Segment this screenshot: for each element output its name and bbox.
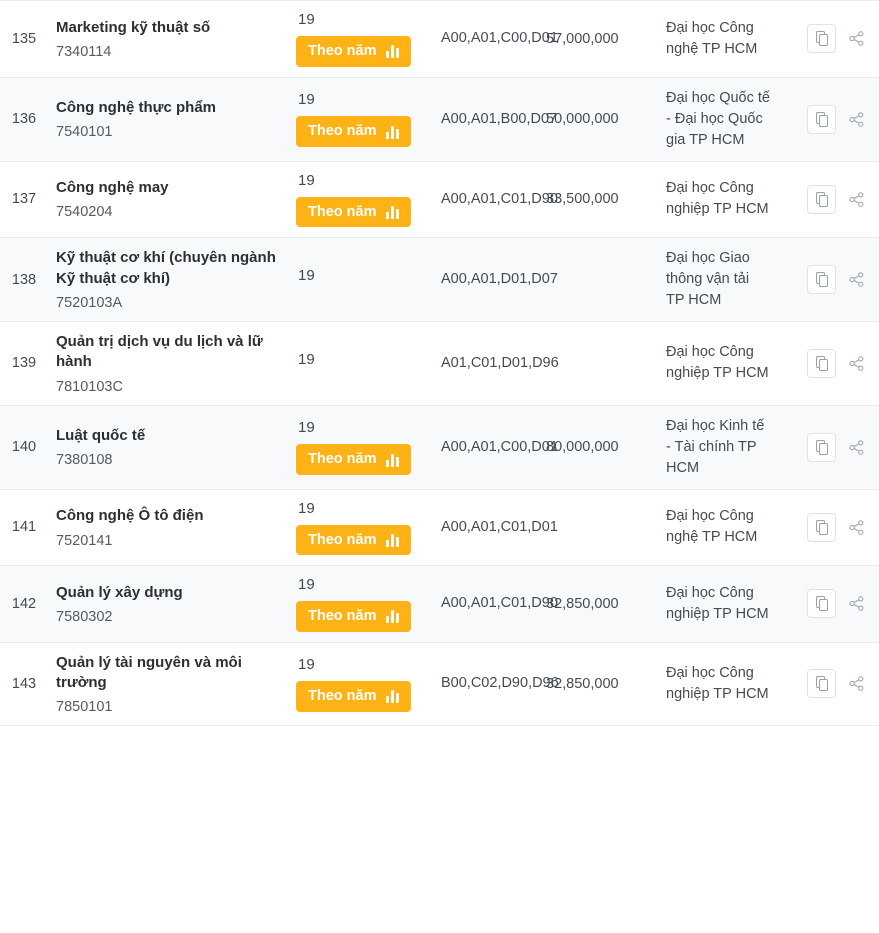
row-index: 140 xyxy=(0,405,48,489)
score-by-year-label: Theo năm xyxy=(308,203,377,220)
score-cell xyxy=(288,238,433,322)
subject-blocks: B00,C02,D90,D96 xyxy=(433,642,538,726)
copy-icon[interactable] xyxy=(807,105,836,134)
major-name[interactable]: Marketing kỹ thuật số xyxy=(56,18,211,36)
table-row xyxy=(0,77,879,161)
share-icon[interactable] xyxy=(842,24,871,53)
benchmark-score: 19 xyxy=(298,419,315,437)
share-icon[interactable] xyxy=(842,589,871,618)
score-cell xyxy=(288,161,433,238)
share-icon[interactable] xyxy=(842,669,871,698)
score-by-year-button[interactable] xyxy=(296,681,411,712)
row-index: 139 xyxy=(0,322,48,406)
subject-blocks: A00,A01,D01,D07 xyxy=(433,238,538,322)
score-cell xyxy=(288,405,433,489)
school-name[interactable]: Đại học Công nghiệp TP HCM xyxy=(658,322,778,406)
table-row xyxy=(0,161,879,238)
row-actions xyxy=(778,1,879,78)
school-name[interactable]: Đại học Quốc tế - Đại học Quốc gia TP HCM xyxy=(658,77,778,161)
row-index: 142 xyxy=(0,566,48,643)
major-cell xyxy=(48,161,288,238)
major-cell xyxy=(48,642,288,726)
subject-blocks: A00,A01,C00,D01 xyxy=(433,1,538,78)
row-actions xyxy=(778,322,879,406)
score-by-year-label: Theo năm xyxy=(308,123,377,140)
share-icon[interactable] xyxy=(842,433,871,462)
share-icon[interactable] xyxy=(842,185,871,214)
table-row xyxy=(0,566,879,643)
subject-blocks: A00,A01,C01,D90 xyxy=(433,161,538,238)
benchmark-score: 19 xyxy=(298,11,315,28)
major-name[interactable]: Công nghệ thực phẩm xyxy=(56,98,217,116)
school-name[interactable]: Đại học Công nghiệp TP HCM xyxy=(658,161,778,238)
row-actions xyxy=(778,77,879,161)
score-by-year-button[interactable] xyxy=(296,601,411,632)
tuition-fee: 32,850,000 xyxy=(538,642,658,726)
majors-table-body xyxy=(0,1,879,726)
tuition-fee: 50,000,000 xyxy=(538,77,658,161)
copy-icon[interactable] xyxy=(807,433,836,462)
school-name[interactable]: Đại học Công nghệ TP HCM xyxy=(658,489,778,566)
bar-chart-icon xyxy=(386,609,399,623)
table-row xyxy=(0,642,879,726)
subject-blocks: A00,A01,B00,D07 xyxy=(433,77,538,161)
major-name[interactable]: Quản trị dịch vụ du lịch và lữ hành xyxy=(56,333,263,371)
benchmark-score: 19 xyxy=(298,171,315,189)
bar-chart-icon xyxy=(386,533,399,547)
share-icon[interactable] xyxy=(842,265,871,294)
benchmark-score: 19 xyxy=(298,499,315,517)
table-row xyxy=(0,238,879,322)
copy-icon[interactable] xyxy=(807,185,836,214)
major-code: 7520103A xyxy=(56,294,123,311)
copy-icon[interactable] xyxy=(807,669,836,698)
row-actions xyxy=(778,566,879,643)
major-name[interactable]: Luật quốc tế xyxy=(56,426,146,444)
row-index: 135 xyxy=(0,1,48,78)
subject-blocks: A00,A01,C01,D01 xyxy=(433,489,538,566)
bar-chart-icon xyxy=(386,205,399,219)
row-index: 137 xyxy=(0,161,48,238)
bar-chart-icon xyxy=(386,125,399,139)
row-actions xyxy=(778,238,879,322)
score-cell xyxy=(288,77,433,161)
row-index: 136 xyxy=(0,77,48,161)
school-name[interactable]: Đại học Công nghiệp TP HCM xyxy=(658,566,778,643)
major-code: 7520141 xyxy=(56,532,113,549)
row-index: 143 xyxy=(0,642,48,726)
share-icon[interactable] xyxy=(842,349,871,378)
subject-blocks: A00,A01,C00,D01 xyxy=(433,405,538,489)
major-cell xyxy=(48,77,288,161)
school-name[interactable]: Đại học Công nghiệp TP HCM xyxy=(658,642,778,726)
major-code: 7340114 xyxy=(56,43,112,60)
table-row xyxy=(0,1,879,78)
share-icon[interactable] xyxy=(842,513,871,542)
score-by-year-label: Theo năm xyxy=(308,451,377,468)
tuition-fee: 57,000,000 xyxy=(538,1,658,78)
score-cell xyxy=(288,1,433,78)
score-by-year-button[interactable] xyxy=(296,36,411,67)
table-row xyxy=(0,489,879,566)
score-by-year-button[interactable] xyxy=(296,525,411,556)
share-icon[interactable] xyxy=(842,105,871,134)
major-cell xyxy=(48,489,288,566)
score-by-year-button[interactable] xyxy=(296,197,411,228)
score-by-year-button[interactable] xyxy=(296,116,411,147)
major-name[interactable]: Quản lý tài nguyên và môi trường xyxy=(56,653,242,691)
major-name[interactable]: Quản lý xây dựng xyxy=(56,583,183,601)
subject-blocks: A01,C01,D01,D96 xyxy=(433,322,538,406)
score-by-year-button[interactable] xyxy=(296,444,411,475)
row-actions xyxy=(778,161,879,238)
row-actions xyxy=(778,642,879,726)
major-cell xyxy=(48,238,288,322)
bar-chart-icon xyxy=(386,44,399,58)
major-cell xyxy=(48,322,288,406)
major-code: 7380108 xyxy=(56,452,113,469)
table-row xyxy=(0,405,879,489)
copy-icon[interactable] xyxy=(807,265,836,294)
benchmark-score: 19 xyxy=(298,656,315,674)
row-index: 138 xyxy=(0,238,48,322)
major-code: 7540101 xyxy=(56,124,113,141)
score-cell xyxy=(288,566,433,643)
score-cell xyxy=(288,642,433,726)
major-cell xyxy=(48,566,288,643)
major-cell xyxy=(48,405,288,489)
major-code: 7850101 xyxy=(56,699,113,716)
major-cell xyxy=(48,1,288,78)
benchmark-score: 19 xyxy=(298,350,315,368)
major-name[interactable]: Công nghệ Ô tô điện xyxy=(56,507,204,525)
bar-chart-icon xyxy=(386,689,399,703)
school-name[interactable]: Đại học Kinh tế - Tài chính TP HCM xyxy=(658,405,778,489)
table-row xyxy=(0,322,879,406)
score-by-year-label: Theo năm xyxy=(308,43,377,59)
score-cell xyxy=(288,322,433,406)
tuition-fee: 33,500,000 xyxy=(538,161,658,238)
copy-icon[interactable] xyxy=(807,349,836,378)
score-cell xyxy=(288,489,433,566)
row-index: 141 xyxy=(0,489,48,566)
row-actions xyxy=(778,489,879,566)
copy-icon[interactable] xyxy=(807,24,836,53)
tuition-fee: 32,850,000 xyxy=(538,566,658,643)
score-by-year-label: Theo năm xyxy=(308,531,377,548)
benchmark-score: 19 xyxy=(298,576,315,594)
major-name[interactable]: Kỹ thuật cơ khí (chuyên ngành Kỹ thuật cơ khí) xyxy=(56,249,276,287)
major-code: 7580302 xyxy=(56,609,113,626)
copy-icon[interactable] xyxy=(807,513,836,542)
bar-chart-icon xyxy=(386,453,399,467)
benchmark-score: 19 xyxy=(298,91,315,109)
major-code: 7810103C xyxy=(56,378,123,395)
school-name[interactable]: Đại học Công nghệ TP HCM xyxy=(658,1,778,78)
major-name[interactable]: Công nghệ may xyxy=(56,179,169,197)
tuition-fee: 80,000,000 xyxy=(538,405,658,489)
major-code: 7540204 xyxy=(56,204,113,221)
copy-icon[interactable] xyxy=(807,589,836,618)
score-by-year-label: Theo năm xyxy=(308,608,377,625)
subject-blocks: A00,A01,C01,D90 xyxy=(433,566,538,643)
school-name[interactable]: Đại học Giao thông vận tải TP HCM xyxy=(658,238,778,322)
row-actions xyxy=(778,405,879,489)
benchmark-score: 19 xyxy=(298,267,315,285)
score-by-year-label: Theo năm xyxy=(308,688,377,705)
